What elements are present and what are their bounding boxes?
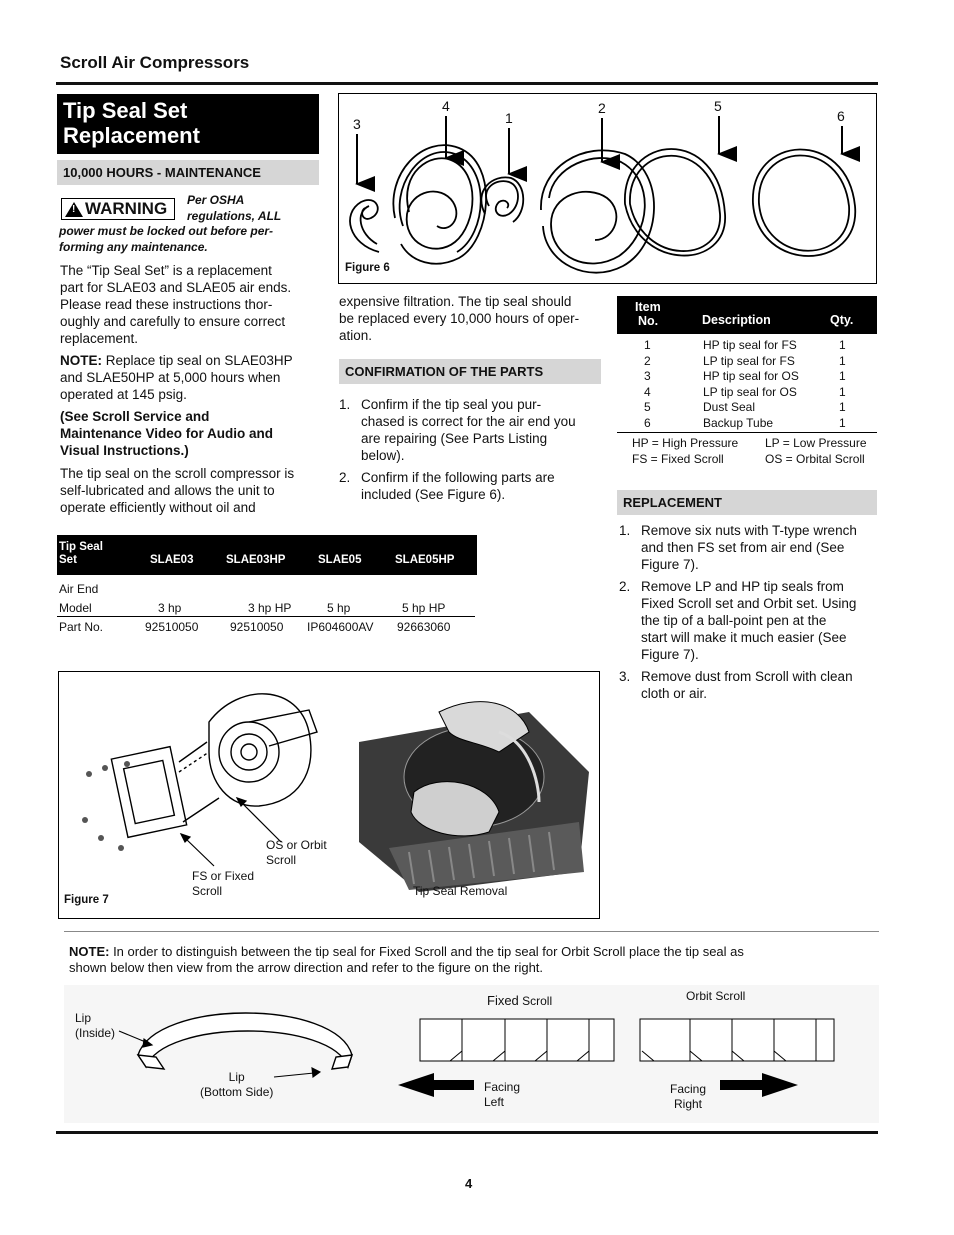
figure-6-caption: Figure 6 bbox=[345, 262, 390, 274]
title-line-2: Replacement bbox=[63, 123, 200, 148]
spec-part-4: 92663060 bbox=[397, 620, 451, 634]
spec-model-4: 5 hp HP bbox=[402, 601, 446, 615]
page-number: 4 bbox=[465, 1176, 473, 1191]
backup-tube-shape bbox=[753, 149, 855, 256]
lip-bottom-label: Lip (Bottom Side) bbox=[200, 1070, 274, 1099]
intro-paragraph: The “Tip Seal Set” is a replacement part for SLAE03 and SLAE05 air ends. Please read these instructions thor- oughly and carefully to ensure correct replacement. bbox=[60, 263, 292, 346]
title-line-1: Tip Seal Set bbox=[63, 98, 188, 123]
confirmation-bar: CONFIRMATION OF THE PARTS bbox=[339, 359, 601, 384]
facing-right-arrow bbox=[720, 1073, 798, 1097]
tip-seal-orientation-svg bbox=[64, 985, 879, 1123]
fig6-label-5: 5 bbox=[714, 98, 722, 114]
fig6-label-3: 3 bbox=[353, 116, 361, 132]
table-row: 2 LP tip seal for FS 1 bbox=[644, 353, 846, 368]
facing-left-label: Facing Left bbox=[484, 1080, 521, 1109]
page-title bbox=[57, 94, 319, 154]
confirm-step-1: 1. Confirm if the tip seal you pur- chased is correct for the air end you are repairing (See Parts Listing below). bbox=[339, 397, 576, 463]
table-row: 3 HP tip seal for OS 1 bbox=[644, 369, 846, 384]
video-reference: (See Scroll Service and Maintenance Video for Audio and Visual Instructions.) bbox=[60, 409, 274, 458]
note-paragraph: NOTE: Replace tip seal on SLAE03HP and SLAE50HP at 5,000 hours when operated at 145 psig. bbox=[60, 353, 293, 402]
parts-table-header: Item No. Description Qty. bbox=[617, 296, 877, 334]
tip-seal-removal-label: Tip Seal Removal bbox=[413, 884, 508, 898]
bottom-note: NOTE: In order to distinguish between the tip seal for Fixed Scroll and the tip seal for Orbit Scroll place the tip seal as shown below then view from the arrow direction and refer to the figure on the right. bbox=[69, 944, 744, 975]
filtration-paragraph: expensive filtration. The tip seal should be replaced every 10,000 hours of oper- ation. bbox=[339, 294, 580, 343]
fixed-scroll-housing bbox=[111, 747, 186, 838]
replacement-step-2: 2. Remove LP and HP tip seals from Fixed Scroll set and Orbit set. Using the tip of a ball-point pen at the start will make it much easier (See Figure 7). bbox=[619, 579, 857, 662]
legend-hp: HP = High Pressure bbox=[632, 436, 739, 450]
facing-right-label: Facing Right bbox=[670, 1082, 707, 1111]
tip-seal-removal-photo bbox=[359, 702, 589, 892]
figure-7 bbox=[58, 671, 600, 919]
spec-part-2: 92510050 bbox=[230, 620, 284, 634]
warning-line-3: power must be locked out before per- bbox=[59, 224, 274, 238]
confirm-step-2: 2. Confirm if the following parts are included (See Figure 6). bbox=[339, 470, 555, 502]
replacement-step-1: 1. Remove six nuts with T-type wrench and then FS set from air end (See Figure 7). bbox=[619, 523, 857, 572]
fixed-scroll-profile bbox=[420, 1019, 614, 1061]
replacement-bar: REPLACEMENT bbox=[617, 490, 877, 515]
parts-table-body bbox=[617, 338, 877, 432]
fig6-label-1: 1 bbox=[505, 110, 513, 126]
orbit-scroll-profile bbox=[640, 1019, 834, 1061]
orbit-scroll-disc bbox=[219, 722, 279, 782]
warning-badge bbox=[61, 198, 175, 220]
orbit-scroll-label: Orbit Scroll bbox=[686, 989, 746, 1003]
table-row: 6 Backup Tube 1 bbox=[644, 415, 846, 430]
seal-4-shape bbox=[407, 158, 473, 248]
tip-seal-orientation-diagram bbox=[64, 985, 879, 1123]
legend-fs: FS = Fixed Scroll bbox=[632, 452, 724, 466]
table-row: 5 Dust Seal 1 bbox=[644, 400, 846, 415]
fig6-label-4: 4 bbox=[442, 98, 450, 114]
warning-line-4: forming any maintenance. bbox=[59, 240, 208, 254]
replacement-step-3: 3. Remove dust from Scroll with clean cloth or air. bbox=[619, 669, 853, 701]
lip-inside-label: Lip (Inside) bbox=[75, 1011, 116, 1040]
bottom-note-rule bbox=[64, 931, 879, 932]
spec-model-2: 3 hp HP bbox=[248, 601, 292, 615]
warning-line-1: Per OSHA bbox=[187, 193, 245, 207]
spec-row-label-part: Part No. bbox=[59, 620, 104, 634]
spec-row-label-air-end: Air End bbox=[59, 582, 99, 596]
tip-seal-arc bbox=[138, 1013, 352, 1067]
fs-label: FS or Fixed Scroll bbox=[192, 869, 255, 898]
facing-left-arrow bbox=[398, 1073, 474, 1097]
spec-part-1: 92510050 bbox=[145, 620, 199, 634]
warning-badge-text: WARNING bbox=[85, 199, 168, 218]
bottom-rule bbox=[56, 1131, 878, 1134]
table-row: 1 HP tip seal for FS 1 bbox=[644, 338, 846, 352]
warning-line-2: regulations, ALL bbox=[187, 209, 282, 223]
figure-6 bbox=[338, 93, 877, 284]
os-label: OS or Orbit Scroll bbox=[266, 838, 327, 867]
section-header: Scroll Air Compressors bbox=[60, 53, 250, 72]
spec-model-1: 3 hp bbox=[158, 601, 182, 615]
fig6-label-6: 6 bbox=[837, 108, 845, 124]
tip-seal-paragraph: The tip seal on the scroll compressor is self-lubricated and allows the unit to operate efficiently without oil and bbox=[60, 466, 295, 515]
orbit-scroll-housing bbox=[209, 694, 311, 806]
table-row: 4 LP tip seal for OS 1 bbox=[644, 384, 846, 399]
air-end-exploded-illustration bbox=[59, 672, 599, 918]
maintenance-bar: 10,000 HOURS - MAINTENANCE bbox=[57, 160, 319, 185]
spec-model-3: 5 hp bbox=[327, 601, 351, 615]
fig6-label-2: 2 bbox=[598, 100, 606, 116]
warning-icon: ! bbox=[65, 202, 83, 217]
figure-7-caption: Figure 7 bbox=[64, 894, 109, 906]
tip-seal-parts-illustration bbox=[339, 94, 876, 283]
spec-row-label-model: Model bbox=[59, 601, 92, 615]
parts-table-divider bbox=[617, 432, 877, 433]
seal-1-shape bbox=[486, 181, 518, 216]
spec-table-divider bbox=[57, 616, 475, 617]
spec-part-3: IP604600AV bbox=[307, 620, 374, 634]
top-rule bbox=[56, 82, 878, 85]
spec-table-header: Tip Seal Set SLAE03 SLAE03HP SLAE05 SLAE05HP bbox=[57, 535, 477, 575]
fixed-scroll-label: Fixed Scroll bbox=[487, 993, 553, 1008]
legend-lp: LP = Low Pressure bbox=[765, 436, 867, 450]
legend-os: OS = Orbital Scroll bbox=[765, 452, 865, 466]
